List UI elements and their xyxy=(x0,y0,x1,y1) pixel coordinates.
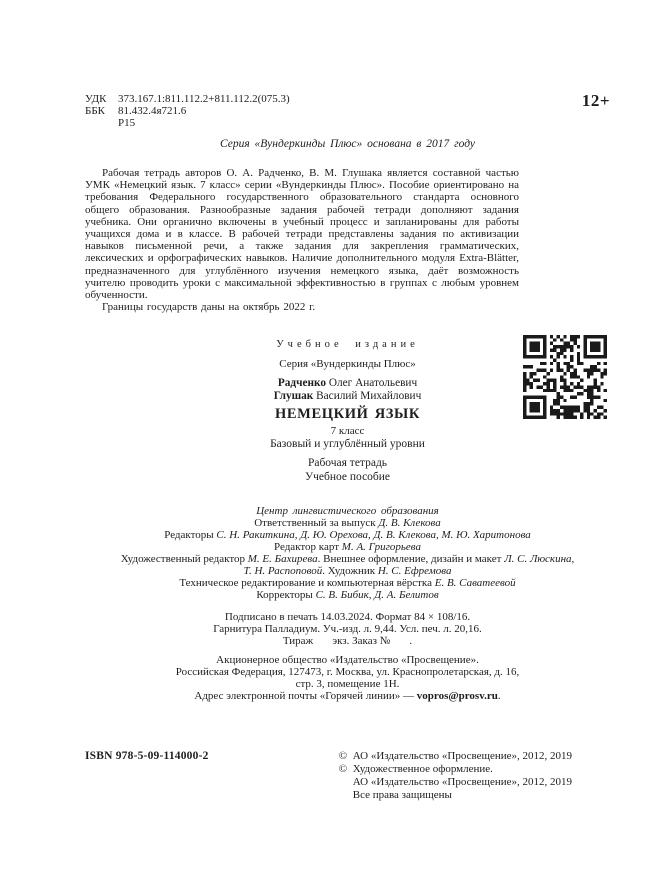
annotation-block xyxy=(85,167,519,313)
hotline-email-prefix: Адрес электронной почты «Горячей линии» — xyxy=(194,689,417,702)
credits-line: Корректоры С. В. Бибик, Д. А. Белитов xyxy=(256,588,439,601)
age-rating-badge: 12+ xyxy=(581,91,610,110)
isbn: ISBN 978-5-09-114000-2 xyxy=(85,749,209,762)
credits-block xyxy=(85,505,610,601)
publisher-address-block xyxy=(85,654,610,690)
series-name: Серия «Вундеркинды Плюс» xyxy=(279,358,416,371)
footer-row xyxy=(85,750,610,802)
print-info-line: Тираж экз. Заказ № . xyxy=(282,634,413,647)
udk-value: 373.167.1:811.112.2+811.112.2(075.3) xyxy=(118,93,290,105)
subtitle-line: Учебное пособие xyxy=(304,470,391,483)
bbk-label: ББК xyxy=(85,105,105,117)
book-title: НЕМЕЦКИЙ ЯЗЫК xyxy=(275,406,420,423)
author-sign-code xyxy=(85,117,290,129)
annotation-paragraph: Рабочая тетрадь авторов О. А. Радченко, В. М. Глушака является составной частью УМК «Немецкий язык. 7 класс» серии «Вундеркинды Плюс». Пособие ориентировано на требования Федерального государственного образовательного стандарта основного общего образования. Разнообразные задания рабочей тетради дополняют задания учебника. Они органично включены в учебный процесс и запланированы для работы учащихся дома и в классе. В рабочей тетради представлены задания по активизации навыков письменной речи, а также задания для закрепления грамматических, лексических и орфографических навыков. Наличие дополнительного модуля Extra-Blätter, предназначенного для углублённого изучения немецкого языка, даёт возможность учителю проводить уроки с максимальной эффективностью в группах с любым уровнем обученности. xyxy=(85,167,519,302)
print-info-line: Подписано в печать 14.03.2024. Формат 84 × 108/16. xyxy=(224,610,471,623)
classification-codes xyxy=(85,93,290,129)
udk-label: УДК xyxy=(85,93,107,105)
hotline-email-suffix: . xyxy=(497,689,501,702)
subtitles-block xyxy=(85,456,610,484)
qr-code xyxy=(523,335,607,419)
series-founding-note: Серия «Вундеркинды Плюс» основана в 2017 году xyxy=(219,138,476,150)
author-sign-value: Р15 xyxy=(118,117,136,129)
copyright-line: © АО «Издательство «Просвещение», 2012, 2019 xyxy=(338,749,572,762)
publisher-address-line: Акционерное общество «Издательство «Просвещение». xyxy=(216,653,479,666)
header-row xyxy=(85,93,610,129)
credits-line: Художественный редактор М. Е. Бахирева. Внешнее оформление, дизайн и макет Л. С. Люскина, xyxy=(120,552,575,565)
copyright-line: © Художественное оформление. xyxy=(338,762,493,775)
publisher-address-line: стр. 3, помещение 1Н. xyxy=(295,677,400,690)
publisher-address-line: Российская Федерация, 127473, г. Москва, ул. Краснопролетарская, д. 16, xyxy=(175,665,520,678)
print-info-block xyxy=(85,611,610,647)
bbk-code xyxy=(85,105,290,117)
hotline-email: vopros@prosv.ru xyxy=(416,689,498,702)
credits-line: Т. Н. Распоповой. Художник Н. С. Ефремова xyxy=(243,564,452,577)
credits-line: Редактор карт М. А. Григорьева xyxy=(274,540,421,553)
hotline-email-line xyxy=(85,690,610,702)
credits-line: Техническое редактирование и компьютерная вёрстка Е. В. Саватеевой xyxy=(179,576,516,589)
subtitle-line: Рабочая тетрадь xyxy=(307,456,388,469)
map-borders-note: Границы государств даны на октябрь 2022 г. xyxy=(102,301,316,314)
grade-line: 7 класс xyxy=(330,425,365,438)
credits-line: Ответственный за выпуск Д. В. Клекова xyxy=(254,516,441,529)
copyright-line: Все права защищены xyxy=(352,788,452,801)
bbk-value: 81.432.4я721.6 xyxy=(118,105,187,117)
edition-type: Учебное издание xyxy=(276,339,419,351)
author-name: Радченко Олег Анатольевич xyxy=(277,377,418,390)
author-name: Глушак Василий Михайлович xyxy=(273,389,422,402)
print-info-line: Гарнитура Палладиум. Уч.-изд. л. 9,44. Усл. печ. л. 20,16. xyxy=(213,622,482,635)
udk-code xyxy=(85,93,290,105)
copyright-line: АО «Издательство «Просвещение», 2012, 2019 xyxy=(352,775,572,788)
publishing-department: Центр лингвистического образования xyxy=(256,504,439,517)
credits-lines xyxy=(85,517,610,601)
copyright-block xyxy=(339,750,572,802)
credits-line: Редакторы С. Н. Ракиткина, Д. Ю. Орехова, Д. В. Клекова, М. Ю. Харитонова xyxy=(164,528,531,541)
levels-line: Базовый и углублённый уровни xyxy=(270,437,425,450)
